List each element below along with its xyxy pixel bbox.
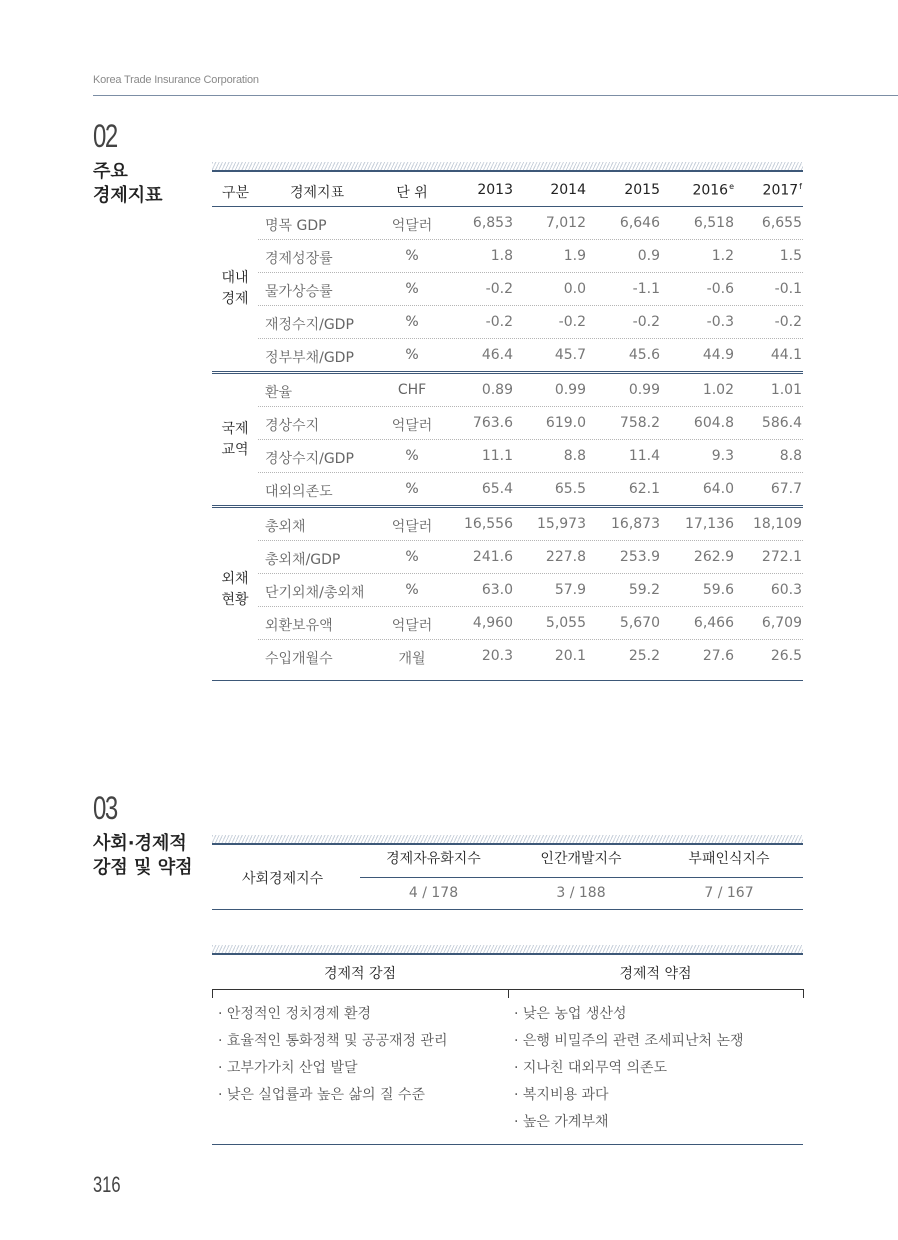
list-item: · 낮은 실업률과 높은 삶의 질 수준 — [218, 1087, 425, 1103]
indicator-name: 정부부채/GDP — [265, 350, 354, 366]
swot-table-hatch-bar — [212, 945, 803, 953]
indicator-name: 총외채 — [265, 519, 306, 535]
value-cell: 227.8 — [545, 549, 586, 565]
value-cell: 9.3 — [711, 448, 734, 464]
value-cell: 57.9 — [554, 582, 586, 598]
table-row — [258, 640, 803, 672]
indicator-name: 외환보유액 — [265, 618, 333, 634]
value-cell: 1.2 — [711, 248, 734, 264]
group-label — [212, 268, 258, 310]
index-table-bottom-rule — [212, 909, 803, 910]
group-label-line: 경제 — [221, 291, 249, 307]
value-cell: 44.1 — [770, 347, 802, 363]
value-cell: -0.2 — [558, 314, 586, 330]
indicator-group — [212, 371, 803, 505]
group-label-line: 외채 — [221, 571, 249, 587]
table-header-row — [212, 174, 803, 207]
value-cell: 0.89 — [481, 382, 513, 398]
indicator-unit: % — [405, 347, 419, 363]
value-cell: 59.2 — [628, 582, 660, 598]
value-cell: -0.2 — [774, 314, 802, 330]
header-rule — [93, 95, 898, 96]
value-cell: 6,518 — [693, 215, 734, 231]
index-table-hatch-bar — [212, 835, 803, 843]
swot-table-top-rule — [212, 953, 803, 955]
table-row — [258, 508, 803, 541]
value-cell: 1.9 — [563, 248, 586, 264]
col-2016: 2016e — [692, 182, 734, 199]
section-2-title-line-2: 경제지표 — [93, 185, 163, 206]
section-2-number: 02 — [93, 118, 117, 154]
value-cell: 6,466 — [693, 615, 734, 631]
indicator-name: 물가상승률 — [265, 284, 333, 300]
col-indicator: 경제지표 — [290, 185, 345, 201]
table-row — [258, 339, 803, 371]
indicator-group — [212, 505, 803, 672]
indicator-name: 재정수지/GDP — [265, 317, 354, 333]
indicator-unit: % — [405, 549, 419, 565]
index-table-top-rule — [212, 843, 803, 845]
value-cell: 16,556 — [464, 516, 513, 532]
value-cell: 16,873 — [611, 516, 660, 532]
value-cell: 65.5 — [554, 481, 586, 497]
table-row — [258, 207, 803, 240]
table-row — [258, 306, 803, 339]
human-development-index-header: 인간개발지수 — [540, 851, 622, 867]
value-cell: 4,960 — [472, 615, 513, 631]
indicator-unit: 억달러 — [391, 218, 433, 234]
swot-table-bottom-rule — [212, 1144, 803, 1145]
list-item: · 지나친 대외무역 의존도 — [514, 1060, 668, 1076]
indicator-unit: % — [405, 281, 419, 297]
value-cell: 18,109 — [753, 516, 802, 532]
value-cell: 6,853 — [472, 215, 513, 231]
value-cell: 5,670 — [619, 615, 660, 631]
value-cell: -0.2 — [632, 314, 660, 330]
indicator-name: 경상수지/GDP — [265, 451, 354, 467]
table-row — [258, 240, 803, 273]
table-row — [258, 273, 803, 306]
value-cell: -0.6 — [706, 281, 734, 297]
indicator-unit: 억달러 — [391, 618, 433, 634]
value-cell: 6,655 — [761, 215, 802, 231]
weaknesses-list — [514, 1003, 744, 1138]
section-3-title-line-1: 사회·경제적 — [93, 833, 187, 854]
weaknesses-heading: 경제적 약점 — [619, 966, 692, 982]
value-cell: 0.9 — [637, 248, 660, 264]
value-cell: 65.4 — [481, 481, 513, 497]
value-cell: 0.99 — [554, 382, 586, 398]
value-cell: 604.8 — [693, 415, 734, 431]
col-category: 구분 — [222, 185, 250, 201]
table-row — [258, 407, 803, 440]
value-cell: 62.1 — [628, 481, 660, 497]
indicator-unit: % — [405, 481, 419, 497]
value-cell: 45.7 — [554, 347, 586, 363]
list-item: · 복지비용 과다 — [514, 1087, 609, 1103]
value-cell: 1.5 — [779, 248, 802, 264]
col-2013: 2013 — [477, 182, 513, 198]
value-cell: 7,012 — [545, 215, 586, 231]
col-2015: 2015 — [624, 182, 660, 198]
table-bottom-rule — [212, 680, 803, 681]
corruption-perception-index-header: 부패인식지수 — [688, 851, 770, 867]
list-item: · 높은 가계부채 — [514, 1114, 609, 1130]
table-top-rule — [212, 170, 803, 172]
table-body — [212, 207, 803, 672]
table-row — [258, 374, 803, 407]
economic-freedom-index-value: 4 / 178 — [408, 885, 459, 901]
list-item: · 효율적인 통화정책 및 공공재정 관리 — [218, 1033, 448, 1049]
value-cell: 758.2 — [619, 415, 660, 431]
value-cell: 60.3 — [770, 582, 802, 598]
value-cell: 15,973 — [537, 516, 586, 532]
value-cell: 763.6 — [472, 415, 513, 431]
value-cell: -0.3 — [706, 314, 734, 330]
value-cell: 262.9 — [693, 549, 734, 565]
indicator-name: 수입개월수 — [265, 651, 333, 667]
value-cell: 241.6 — [472, 549, 513, 565]
value-cell: 6,709 — [761, 615, 802, 631]
value-cell: 619.0 — [545, 415, 586, 431]
value-cell: -1.1 — [632, 281, 660, 297]
col-unit: 단 위 — [396, 185, 428, 201]
value-cell: 8.8 — [779, 448, 802, 464]
value-cell: 63.0 — [481, 582, 513, 598]
indicator-group — [212, 207, 803, 371]
value-cell: 64.0 — [702, 481, 734, 497]
col-2014: 2014 — [550, 182, 586, 198]
value-cell: -0.2 — [485, 314, 513, 330]
group-label — [212, 569, 258, 611]
value-cell: 59.6 — [702, 582, 734, 598]
indicator-unit: % — [405, 314, 419, 330]
indicator-name: 명목 GDP — [265, 218, 327, 234]
value-cell: -0.2 — [485, 281, 513, 297]
indicator-name: 총외채/GDP — [265, 552, 341, 568]
forecast-mark: f — [799, 182, 802, 191]
list-item: · 낮은 농업 생산성 — [514, 1006, 627, 1022]
value-cell: 0.99 — [628, 382, 660, 398]
indicator-name: 경제성장률 — [265, 251, 333, 267]
indicator-unit: CHF — [397, 382, 427, 398]
strengths-heading: 경제적 강점 — [323, 966, 397, 982]
value-cell: 20.3 — [481, 648, 513, 664]
estimate-mark: e — [729, 182, 734, 191]
group-label — [212, 419, 258, 461]
indicator-unit: 억달러 — [391, 418, 433, 434]
table-row — [258, 541, 803, 574]
running-header: Korea Trade Insurance Corporation — [93, 74, 259, 86]
col-2017: 2017$^f$ — [762, 182, 802, 199]
value-cell: 253.9 — [619, 549, 660, 565]
list-item: · 안정적인 정치경제 환경 — [218, 1006, 372, 1022]
indicator-unit: % — [405, 248, 419, 264]
value-cell: 1.02 — [702, 382, 734, 398]
index-header-rule — [360, 877, 803, 878]
value-cell: 11.1 — [481, 448, 513, 464]
value-cell: 20.1 — [554, 648, 586, 664]
human-development-index-value: 3 / 188 — [556, 885, 606, 901]
value-cell: 1.8 — [490, 248, 513, 264]
value-cell: 25.2 — [628, 648, 660, 664]
value-cell: -0.1 — [774, 281, 802, 297]
value-cell: 45.6 — [628, 347, 660, 363]
group-label-line: 국제 — [221, 420, 249, 437]
table-row — [258, 574, 803, 607]
indicator-unit: 개월 — [398, 651, 426, 667]
table-hatch-bar — [212, 162, 803, 170]
weaknesses-bracket — [508, 989, 804, 998]
strengths-bracket — [212, 989, 509, 998]
corruption-perception-index-value: 7 / 167 — [704, 885, 754, 901]
list-item: · 고부가가치 산업 발달 — [218, 1060, 358, 1076]
indicator-name: 단기외채/총외채 — [265, 585, 365, 601]
value-cell: 44.9 — [702, 347, 734, 363]
value-cell: 272.1 — [761, 549, 802, 565]
table-row — [258, 440, 803, 473]
economic-freedom-index-header: 경제자유화지수 — [386, 851, 481, 867]
value-cell: 586.4 — [761, 415, 802, 431]
page-number: 316 — [93, 1172, 121, 1197]
indicator-unit: % — [405, 582, 419, 598]
value-cell: 8.8 — [563, 448, 586, 464]
group-label-line: 대내 — [221, 270, 249, 286]
value-cell: 67.7 — [770, 481, 802, 497]
indicator-unit: 억달러 — [391, 519, 433, 535]
value-cell: 26.5 — [770, 648, 802, 664]
indicator-name: 경상수지 — [265, 418, 320, 434]
section-3-title — [93, 832, 192, 880]
table-row — [258, 473, 803, 505]
value-cell: 17,136 — [685, 516, 734, 532]
section-3-title-line-2: 강점 및 약점 — [93, 857, 193, 878]
indicator-name: 대외의존도 — [265, 484, 333, 500]
economic-indicators-table — [212, 174, 803, 672]
value-cell: 0.0 — [563, 281, 586, 297]
value-cell: 11.4 — [628, 448, 660, 464]
value-cell: 27.6 — [702, 648, 734, 664]
section-3-number: 03 — [93, 790, 117, 826]
group-label-line: 현황 — [221, 592, 249, 608]
strengths-list — [218, 1003, 448, 1111]
socioeconomic-index-label: 사회경제지수 — [242, 871, 324, 887]
list-item: · 은행 비밀주의 관련 조세피난처 논쟁 — [514, 1033, 744, 1049]
indicator-name: 환율 — [265, 385, 293, 401]
value-cell: 6,646 — [619, 215, 660, 231]
table-row — [258, 607, 803, 640]
value-cell: 46.4 — [481, 347, 513, 363]
section-2-title-line-1: 주요 — [93, 161, 128, 182]
value-cell: 5,055 — [545, 615, 586, 631]
section-2-title — [93, 160, 163, 208]
group-label-line: 교역 — [221, 441, 249, 458]
value-cell: 1.01 — [770, 382, 802, 398]
indicator-unit: % — [405, 448, 419, 464]
